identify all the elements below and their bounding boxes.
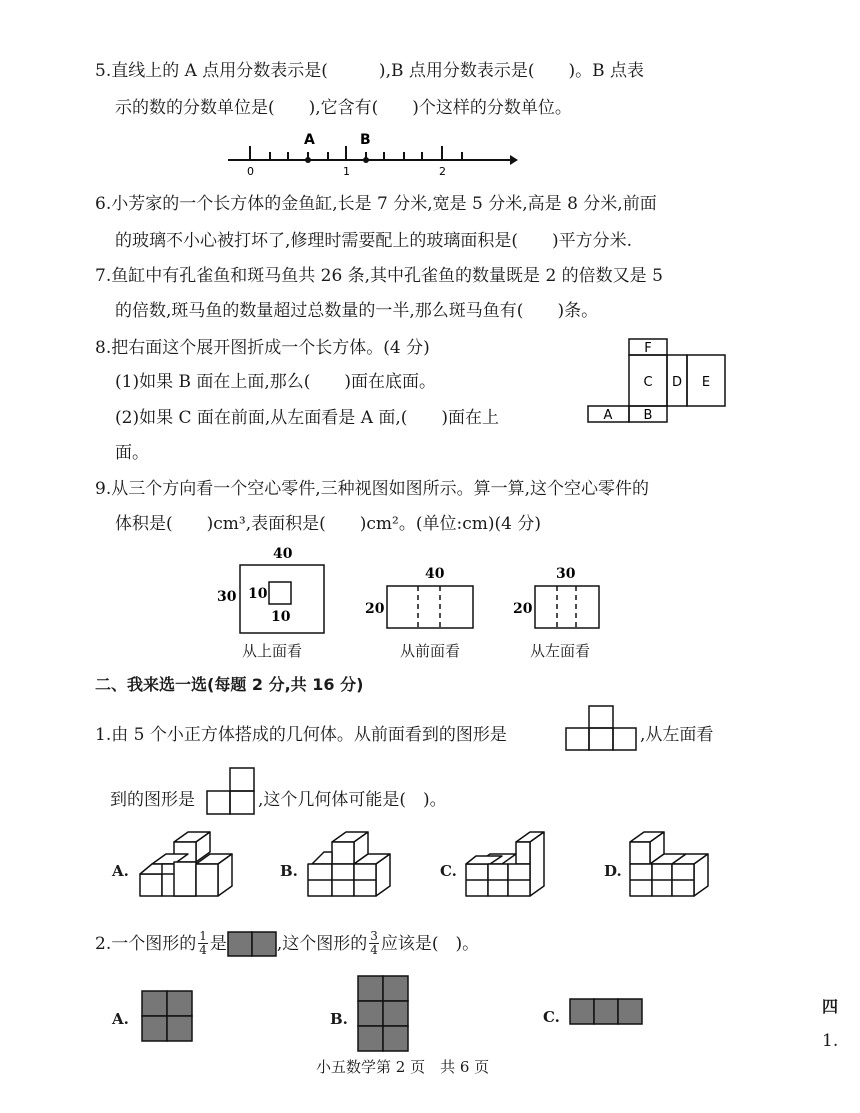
mc1-option-b-label[interactable]: B. [280, 862, 298, 880]
mc1-line2-b: ,这个几何体可能是( )。 [258, 790, 447, 810]
tick-label-1: 1 [343, 165, 350, 178]
front-width-label: 40 [425, 566, 445, 582]
mc2-option-a-label[interactable]: A. [112, 1010, 129, 1028]
q5-line1: 5.直线上的 A 点用分数表示是( ),B 点用分数表示是( )。B 点表 [95, 61, 645, 81]
tick-label-0: 0 [247, 165, 254, 178]
front-view-shape [565, 705, 637, 751]
q9-line1: 9.从三个方向看一个空心零件,三种视图如图所示。算一算,这个空心零件的 [95, 479, 650, 499]
frac2-den: 4 [370, 943, 378, 957]
point-a-label: A [304, 132, 315, 148]
point-b [363, 157, 369, 163]
mc1-line1-b: ,从左面看 [640, 725, 714, 745]
left-view-shape [206, 767, 256, 815]
q8-line1: 8.把右面这个展开图折成一个长方体。(4 分) [95, 338, 430, 358]
cuboid-net [585, 338, 727, 424]
mc2-text-b: 是 [209, 933, 227, 954]
view-left-caption: 从左面看 [530, 642, 591, 660]
left-width-label: 30 [556, 566, 576, 582]
quarter-shape [227, 931, 277, 957]
mc1-option-b-figure[interactable] [304, 830, 404, 898]
q7-line1: 7.鱼缸中有孔雀鱼和斑马鱼共 26 条,其中孔雀鱼的数量既是 2 的倍数又是 5 [95, 266, 663, 286]
q5-line2: 示的数的分数单位是( ),它含有( )个这样的分数单位。 [115, 98, 572, 118]
mc1-option-d-label[interactable]: D. [604, 862, 622, 880]
mc2-text-d: 应该是( )。 [380, 933, 480, 954]
tick-label-2: 2 [439, 165, 446, 178]
view-top-caption: 从上面看 [242, 642, 303, 660]
mc2-option-c-label[interactable]: C. [543, 1008, 560, 1026]
view-front [362, 562, 482, 637]
front-height-label: 20 [365, 601, 385, 617]
view-top [212, 540, 332, 640]
point-b-label: B [360, 132, 371, 148]
top-hole-w-label: 10 [248, 586, 268, 602]
mc2-option-c-figure[interactable] [569, 998, 643, 1026]
frac1-den: 4 [199, 943, 207, 957]
top-width-label: 40 [273, 546, 293, 562]
net-face-e: E [701, 375, 711, 390]
q6-line1: 6.小芳家的一个长方体的金鱼缸,长是 7 分米,宽是 5 分米,高是 8 分米,前面 [95, 194, 657, 214]
view-left [510, 562, 610, 637]
fraction-three-quarters [369, 930, 379, 957]
frac2-num: 3 [370, 929, 378, 943]
mc1-option-c-figure[interactable] [462, 830, 562, 898]
top-hole-h-label: 10 [271, 609, 291, 625]
mc2-option-b-label[interactable]: B. [330, 1010, 348, 1028]
page-footer: 小五数学第 2 页 共 6 页 [316, 1058, 490, 1076]
q8-line3: (2)如果 C 面在前面,从左面看是 A 面,( )面在上 [115, 408, 500, 428]
net-face-c: C [643, 375, 653, 390]
mc1-option-a-figure[interactable] [138, 830, 238, 898]
left-height-label: 20 [513, 601, 533, 617]
mc1-option-d-figure[interactable] [628, 830, 728, 898]
view-front-caption: 从前面看 [400, 642, 461, 660]
mc1-line2-a: 到的图形是 [110, 790, 195, 810]
section-title: 二、我来选一选(每题 2 分,共 16 分) [95, 675, 364, 694]
edge-char-2: 1. [822, 1031, 839, 1051]
point-a [305, 157, 311, 163]
mc1-option-a-label[interactable]: A. [112, 862, 129, 880]
top-height-label: 30 [217, 589, 237, 605]
fraction-one-quarter [198, 930, 208, 957]
q6-line2: 的玻璃不小心被打坏了,修理时需要配上的玻璃面积是( )平方分米. [115, 231, 633, 251]
q9-line2: 体积是( )cm³,表面积是( )cm²。(单位:cm)(4 分) [115, 514, 541, 534]
mc1-line1-a: 1.由 5 个小正方体搭成的几何体。从前面看到的图形是 [95, 725, 507, 745]
number-line [228, 128, 518, 178]
net-face-a: A [603, 408, 613, 423]
mc2-option-b-figure[interactable] [357, 975, 409, 1053]
frac1-num: 1 [199, 929, 207, 943]
mc2-option-a-figure[interactable] [141, 990, 193, 1042]
net-face-d: D [671, 375, 683, 390]
q7-line2: 的倍数,斑马鱼的数量超过总数量的一半,那么斑马鱼有( )条。 [115, 301, 599, 321]
mc2-text-c: ,这个图形的 [276, 933, 368, 954]
edge-char-1: 四 [822, 997, 839, 1016]
mc2-text-a: 2.一个图形的 [95, 933, 197, 954]
q8-line2: (1)如果 B 面在上面,那么( )面在底面。 [115, 372, 437, 392]
net-face-f: F [644, 341, 652, 356]
mc1-option-c-label[interactable]: C. [440, 862, 457, 880]
mc2-line [95, 930, 479, 957]
q8-line4: 面。 [115, 443, 149, 463]
net-face-b: B [643, 408, 653, 423]
